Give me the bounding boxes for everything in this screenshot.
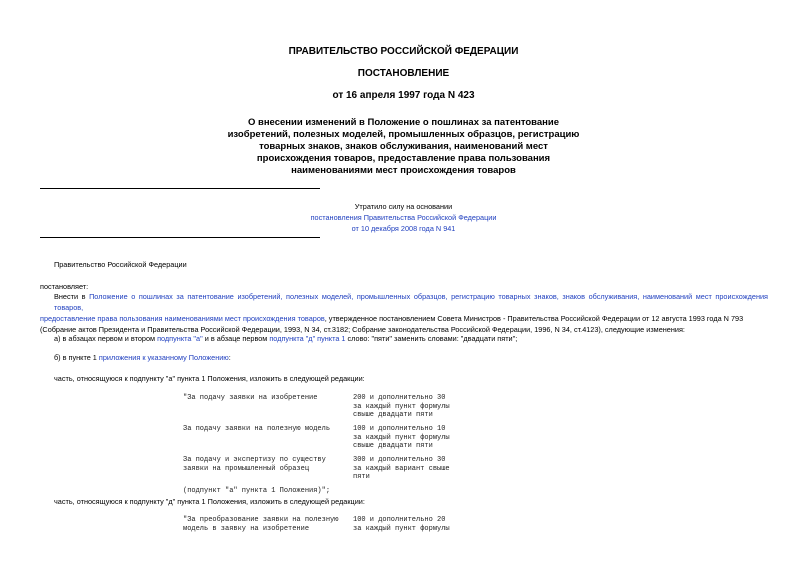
part-d-intro: часть, относящуюся к подпункту "д" пункта 1 Положения, изложить в следующей редакции: (54, 497, 365, 506)
doc-type: ПОСТАНОВЛЕНИЕ (357, 68, 450, 79)
resolves-word: постановляет: (40, 282, 89, 291)
item-a-text: и в абзаце первом (202, 334, 270, 343)
doc-title-line: изобретений, полезных моделей, промышленных образцов, регистрацию (227, 129, 580, 140)
divider-bottom (40, 237, 320, 238)
divider-top (40, 188, 320, 189)
doc-date: от 16 апреля 1997 года N 423 (332, 90, 475, 101)
doc-title-line: наименованиями мест происхождения товаров (291, 165, 516, 176)
regulation-link-cont[interactable]: предоставление права пользования наименованиями мест происхождения товаров (40, 314, 325, 323)
fee-left: "За подачу заявки на изобретение (183, 394, 318, 402)
item-b (54, 352, 231, 363)
item-b-text: б) в пункте 1 (54, 353, 99, 362)
repeal-link[interactable]: постановления Правительства Российской Федерации (310, 213, 497, 222)
item-a (54, 333, 517, 344)
subpoint-d-link[interactable]: подпункта "д" пункта 1 (269, 334, 346, 343)
item-a-text: слово: "пяти" заменить словами: "двадцати пяти"; (345, 334, 518, 343)
doc-title-line: О внесении изменений в Положение о пошлинах за патентование (247, 117, 560, 128)
doc-title-line: происхождения товаров, предоставление права пользования (256, 153, 551, 164)
paragraph-1 (40, 291, 768, 335)
p1-text: Внести в (54, 292, 90, 301)
table-note: (подпункт "а" пункта 1 Положения)"; (183, 487, 331, 495)
doc-title-line: товарных знаков, знаков обслуживания, наименований мест (259, 141, 548, 152)
p1-text-b: , утвержденное постановлением Совета Министров - Правительства Российской Федерации от 12 августа 1993 года N 793 (324, 314, 744, 323)
fee-left: За подачу заявки на полезную модель (183, 425, 331, 433)
doc-title (0, 117, 807, 177)
repeal-link-date[interactable]: от 10 декабря 2008 года N 941 (351, 224, 456, 233)
fee-right: 100 и дополнительно 10 за каждый пункт формулы свыше двадцати пяти (353, 425, 450, 450)
subpoint-a-link[interactable]: подпункта "а" (157, 334, 203, 343)
p1-text-c: (Собрание актов Президента и Правительства Российской Федерации, 1993, N 34, ст.3182; Собрание законодательства Российской Федерации, 1996, N 34, ст.4123), следующие изменения: (40, 325, 685, 334)
part-a-intro: часть, относящуюся к подпункту "а" пункта 1 Положения, изложить в следующей редакции: (54, 374, 365, 383)
fee-right: 300 и дополнительно 30 за каждый вариант свыше пяти (353, 456, 450, 481)
item-b-text: : (228, 353, 231, 362)
item-a-text: а) в абзацах первом и втором (54, 334, 158, 343)
fee-left: "За преобразование заявки на полезную модель в заявку на изобретение (183, 516, 339, 533)
appendix-link[interactable]: приложения к указанному Положению (98, 353, 229, 362)
gov-name: Правительство Российской Федерации (54, 260, 187, 269)
status-line: Утратило силу на основании (354, 202, 453, 211)
org-name: ПРАВИТЕЛЬСТВО РОССИЙСКОЙ ФЕДЕРАЦИИ (288, 46, 519, 57)
fee-left: За подачу и экспертизу по существу заявки на промышленный образец (183, 456, 326, 473)
fee-right: 200 и дополнительно 30 за каждый пункт формулы свыше двадцати пяти (353, 394, 450, 419)
fee-right: 100 и дополнительно 20 за каждый пункт формулы (353, 516, 450, 533)
regulation-link[interactable]: Положение о пошлинах за патентование изобретений, полезных моделей, промышленных образцов, регистрацию товарных знаков, знаков обслуживания, наименований мест происхождения товаров, (54, 292, 769, 312)
status-block (0, 201, 807, 234)
